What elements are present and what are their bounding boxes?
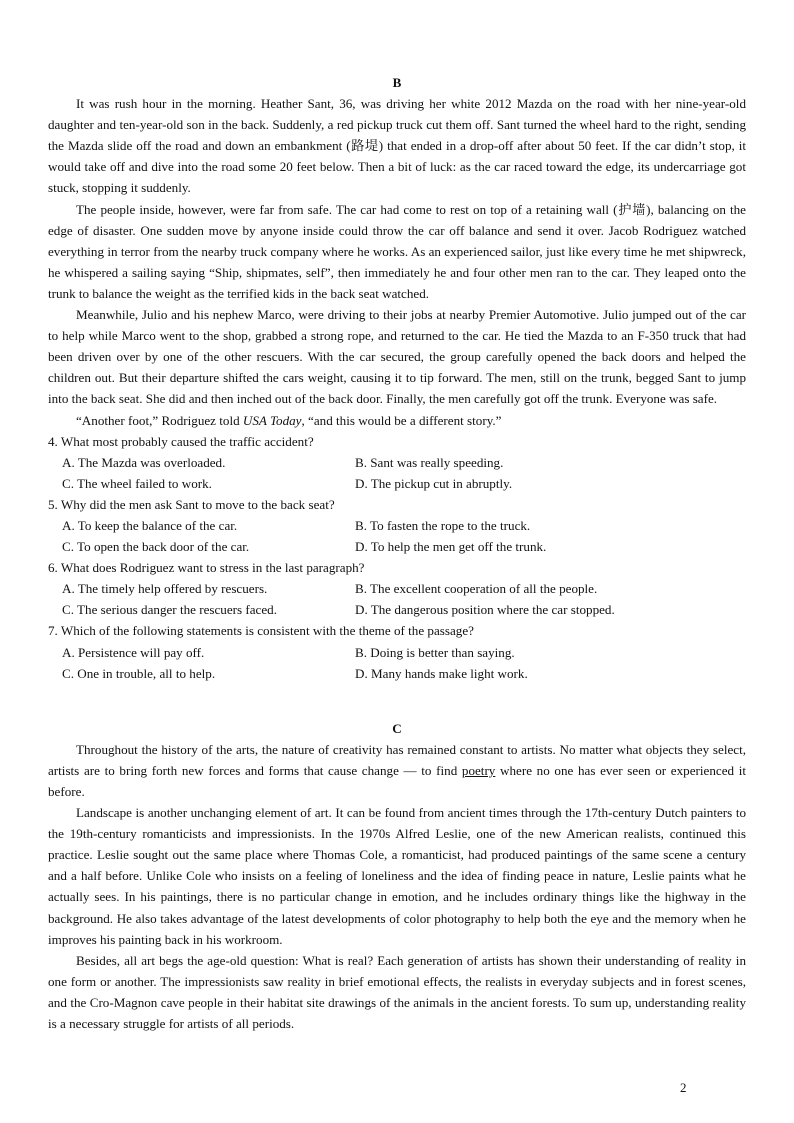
section-b-title: B [392,75,402,90]
answer-options [48,515,746,557]
page-number: 2 [680,1080,687,1095]
paragraph-text-after: where no one has ever seen or experienced it before. [48,762,746,799]
underlined-word: poetry [461,762,496,778]
passage-c-paragraph-3: Besides, all art begs the age-old question: What is real? Each generation of artists has shown their understanding of reality in one form or another. The impressionists saw reality in brief emotional effects, the realists in everyday subjects and in forest scenes, and the Cro-Magnon cave people in their habitat site drawings of the animals in the ancient forests. To sum up, understanding reality is a necessary struggle for artists of all periods. [48,952,746,1032]
option-a: A. Persistence will pay off. [62,644,205,660]
passage-b-quote [48,410,746,431]
option-c: C. One in trouble, all to help. [62,665,216,681]
answer-options [48,578,746,620]
paragraph-text-before: Throughout the history of the arts, the nature of creativity has remained constant to artists. No matter what objects they select, artists are to bring forth new forces and forms that cause change — to find [48,741,746,778]
option-b: B. Doing is better than saying. [355,644,515,660]
passage-c-paragraph-1 [48,739,746,802]
section-spacer [48,684,746,718]
quote-source: USA Today [242,412,302,428]
quote-text-before: “Another foot,” Rodriguez told [76,412,243,428]
question-6 [48,557,746,620]
option-a: A. The Mazda was overloaded. [62,454,226,470]
option-d: D. The pickup cut in abruptly. [355,475,513,491]
option-d: D. To help the men get off the trunk. [355,539,547,555]
option-a: A. To keep the balance of the car. [62,517,238,533]
section-c-title: C [392,720,402,736]
passage-b-paragraph-2: The people inside, however, were far from safe. The car had come to rest on top of a retaining wall (护墙), balancing on the edge of disaster. One sudden move by anyone inside could throw the car off balance and send it over. Jacob Rodriguez watched everything in terror from the nearby truck company where he works. As an experienced sailor, just like every time he met shipwreck, he whispered a sailing saying “Ship, shipmates, self”, then immediately he and four other men ran to the car. They leaped onto the trunk to balance the weight as the terrified kids in the back seat watched. [48,201,746,301]
question-stem: 6. What does Rodriguez want to stress in the last paragraph? [48,560,365,576]
question-5 [48,494,746,557]
question-stem: 7. Which of the following statements is consistent with the theme of the passage? [48,623,474,639]
question-stem: 4. What most probably caused the traffic accident? [48,433,314,449]
option-d: D. The dangerous position where the car stopped. [355,602,615,618]
question-stem: 5. Why did the men ask Sant to move to the back seat? [48,496,335,512]
answer-options [48,452,746,494]
question-7 [48,620,746,683]
option-b: B. To fasten the rope to the truck. [355,517,531,533]
passage-c-paragraph-2: Landscape is another unchanging element of art. It can be found from ancient times through the 17th-century Dutch painters to the 19th-century romanticists and impressionists. In the 1970s Alfred Leslie, one of the new American realists, continued this practice. Leslie sought out the same place where Thomas Cole, a romanticist, had produced paintings of the same scene a century and a half before. Unlike Cole who insists on a feeling of loneliness and the idea of finding peace in nature, Leslie paints what he actually sees. In his paintings, there is no particular change in emotion, and he includes ordinary things like the highway in the background. He also takes advantage of the latest developments of color photography to help both the eye and the memory when he improves his painting back in his workroom. [48,805,746,947]
option-c: C. The serious danger the rescuers faced. [62,602,277,618]
option-b: B. The excellent cooperation of all the people. [355,581,598,597]
quote-text-after: , “and this would be a different story.” [301,412,502,428]
document-page [48,72,746,1034]
question-4 [48,431,746,494]
passage-b-paragraph-3: Meanwhile, Julio and his nephew Marco, were driving to their jobs at nearby Premier Automotive. Julio jumped out of the car to help while Marco went to the shop, grabbed a strong rope, and returned to the car. He tied the Mazda to an F-350 truck that had been driven over by one of the other rescuers. With the car secured, the group carefully opened the back doors and helped the children out. But their departure shifted the cars weight, causing it to tip forward. The men, still on the trunk, begged Sant to jump into the back seat. She did and then inched out of the back door. Finally, the men carefully got off the trunk. Everyone was safe. [48,307,746,407]
option-b: B. Sant was really speeding. [355,454,504,470]
option-c: C. The wheel failed to work. [62,475,212,491]
answer-options [48,642,746,684]
option-a: A. The timely help offered by rescuers. [62,581,268,597]
passage-b-paragraph-1: It was rush hour in the morning. Heather Sant, 36, was driving her white 2012 Mazda on the road with her nine-year-old daughter and ten-year-old son in the back. Suddenly, a red pickup truck cut them off. Sant turned the wheel hard to the right, sending the Mazda slide off the road and down an embankment (路堤) that ended in a drop-off after about 50 feet. If the car didn’t stop, it would take off and dive into the road some 20 feet below. Then a bit of luck: as the car raced toward the edge, its undercarriage got stuck, stopping it suddenly. [48,96,746,196]
option-c: C. To open the back door of the car. [62,539,250,555]
option-d: D. Many hands make light work. [355,665,528,681]
